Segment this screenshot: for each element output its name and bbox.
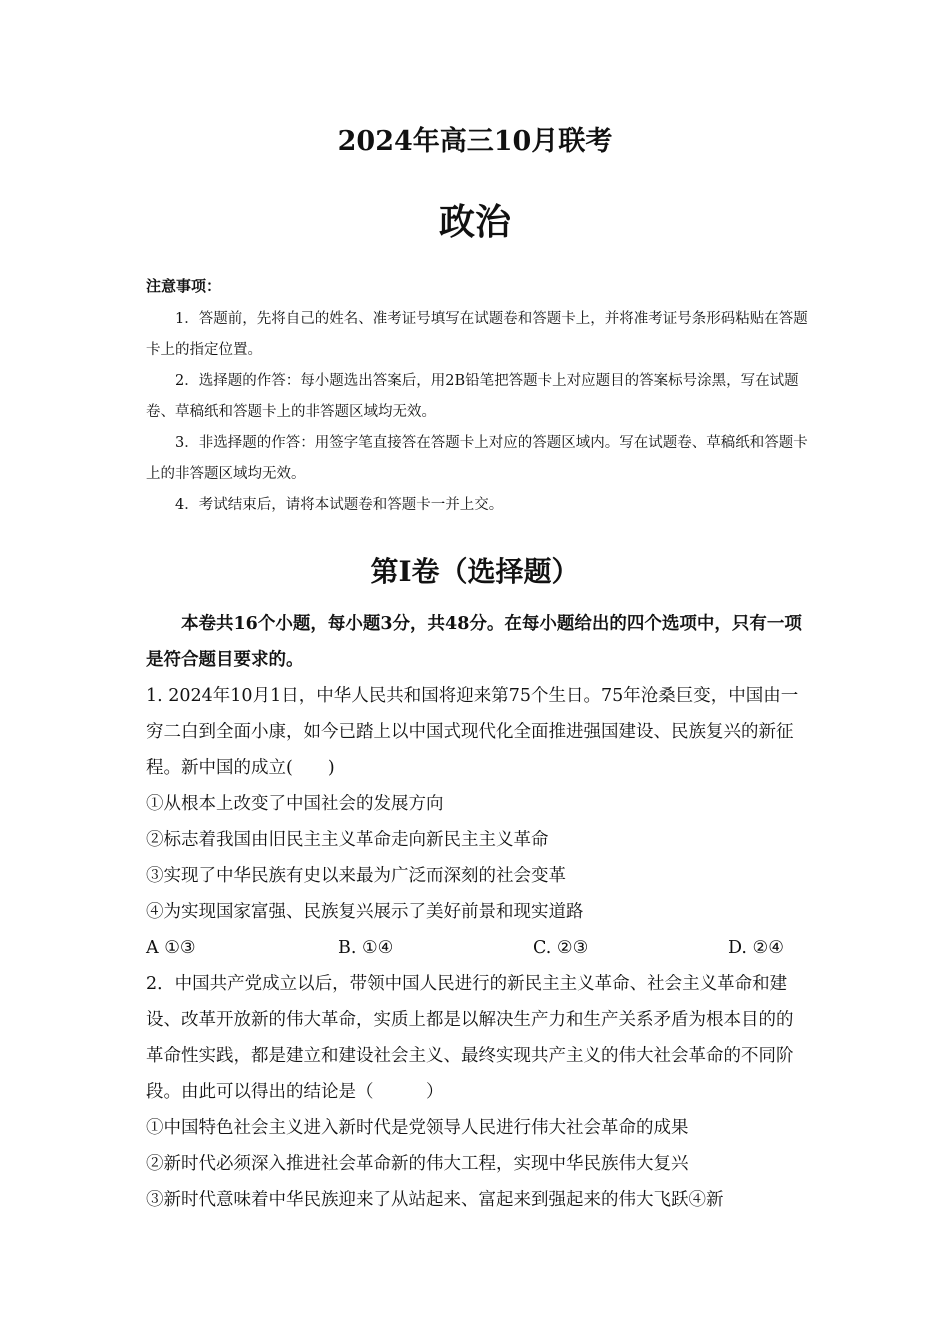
subject-title: 政治	[438, 201, 511, 243]
statement: ③实现了中华民族有史以来最为广泛而深刻的社会变革	[146, 866, 566, 886]
notice-item: 4．考试结束后，请将本试题卷和答题卡一并上交。	[175, 497, 504, 513]
question-stem: 1. 2024年10月1日，中华人民共和国将迎来第75个生日。75年沧桑巨变，中国由一穷二白到全面小康，如今已踏上以中国式现代化全面推进强国建设、民族复兴的新征程。新中国的成立( )	[146, 686, 799, 778]
question-stem: 2．中国共产党成立以后，带领中国人民进行的新民主主义革命、社会主义革命和建设、改革开放新的伟大革命，实质上都是以解决生产力和生产关系矛盾为根本目的的革命性实践，都是建立和建设社会主义、最终实现共产主义的伟大社会革命的不同阶段。由此可以得出的结论是（ ）	[146, 974, 794, 1102]
statement: ①中国特色社会主义进入新时代是党领导人民进行伟大社会革命的成果	[146, 1118, 689, 1138]
section-title: 第Ⅰ卷（选择题）	[370, 555, 580, 588]
statement: ②标志着我国由旧民主主义革命走向新民主主义革命	[146, 830, 549, 850]
section-instructions: 本卷共16个小题，每小题3分，共48分。在每小题给出的四个选项中，只有一项是符合题目要求的。	[146, 614, 802, 670]
notice-list	[146, 304, 816, 521]
notice-item: 2．选择题的作答：每小题选出答案后，用2B铅笔把答题卡上对应题目的答案标号涂黑，写在试题卷、草稿纸和答题卡上的非答题区域均无效。	[146, 373, 799, 420]
notice-heading: 注意事项：	[146, 277, 222, 295]
statement: ③新时代意味着中华民族迎来了从站起来、富起来到强起来的伟大飞跃④新	[146, 1190, 724, 1210]
statement: ①从根本上改变了中国社会的发展方向	[146, 794, 444, 814]
notice-item: 3．非选择题的作答：用签字笔直接答在答题卡上对应的答题区域内。写在试题卷、草稿纸和答题卡上的非答题区域均无效。	[146, 435, 808, 482]
option-b: B. ①④	[338, 938, 394, 958]
statement: ④为实现国家富强、民族复兴展示了美好前景和现实道路	[146, 902, 584, 922]
option-a: A ①③	[146, 938, 196, 958]
option-d: D. ②④	[728, 938, 784, 958]
option-c: C. ②③	[533, 938, 589, 958]
question-2	[146, 966, 808, 1218]
exam-title: 2024年高三10月联考	[337, 126, 613, 157]
notice-item: 1．答题前，先将自己的姓名、准考证号填写在试题卷和答题卡上，并将准考证号条形码粘贴在答题卡上的指定位置。	[146, 311, 808, 358]
question-1	[146, 678, 808, 966]
answer-options	[146, 930, 808, 966]
statement: ②新时代必须深入推进社会革命新的伟大工程，实现中华民族伟大复兴	[146, 1154, 689, 1174]
